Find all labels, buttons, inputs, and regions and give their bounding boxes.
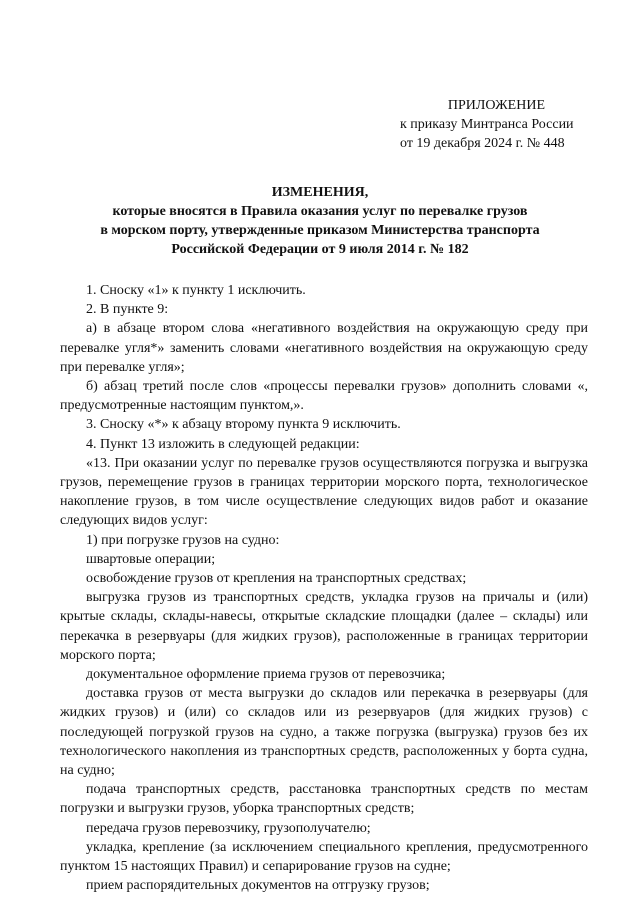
title-subtitle-line-1: которые вносятся в Правила оказания услуг по перевалке грузов	[112, 204, 528, 219]
body-paragraph: выгрузка грузов из транспортных средств, укладка грузов на причалы и (или) крытые склады, склады-навесы, открытые складские площадки (далее – склады) или перекачка в резервуары (для жидких грузов), расположенные в границах территории морского порта;	[60, 590, 588, 663]
body-paragraph: укладка, крепление (за исключением специального крепления, предусмотренного пунктом 15 настоящих Правил) и сепарирование грузов на судне;	[60, 839, 588, 875]
title-heading: ИЗМЕНЕНИЯ,	[271, 185, 369, 200]
appendix-date-line: от 19 декабря 2024 г. № 448	[400, 136, 565, 151]
body-paragraph: 3. Сноску «*» к абзацу второму пункта 9 исключить.	[86, 417, 401, 433]
body-paragraph: документальное оформление приема грузов от перевозчика;	[86, 667, 446, 683]
body-paragraph: швартовые операции;	[86, 551, 216, 567]
body-paragraph: доставка грузов от места выгрузки до складов или перекачка в резервуары (для жидких грузов) и (или) со складов или из резервуаров (для жидких грузов) с последующей погрузкой грузов на судно, а также погрузка (выгрузка) грузов без их технологического накопления из транспортных средств, расположенных у борта судна, на судно;	[60, 686, 588, 779]
body-paragraph: 2. В пункте 9:	[86, 302, 169, 318]
body-paragraph: 1. Сноску «1» к пункту 1 исключить.	[86, 283, 306, 298]
appendix-label: ПРИЛОЖЕНИЕ	[447, 98, 545, 113]
document-title	[60, 183, 580, 259]
body-paragraph: освобождение грузов от крепления на транспортных средствах;	[86, 571, 467, 587]
body-paragraph: 4. Пункт 13 изложить в следующей редакции:	[86, 436, 360, 452]
title-subtitle-line-2: в морском порту, утвержденные приказом Министерства транспорта	[100, 223, 540, 238]
title-subtitle-line-3: Российской Федерации от 9 июля 2014 г. № 182	[171, 242, 469, 257]
body-paragraph: подача транспортных средств, расстановка транспортных средств по местам погрузки и выгрузки грузов, уборка транспортных средств;	[60, 782, 588, 817]
body-paragraph: 1) при погрузке грузов на судно:	[86, 532, 280, 548]
body-paragraph: б) абзац третий после слов «процессы перевалки грузов» дополнить словами «, предусмотренные настоящим пунктом,».	[60, 379, 588, 414]
appendix-header	[400, 96, 600, 153]
body-paragraph: «13. При оказании услуг по перевалке грузов осуществляются погрузка и выгрузка грузов, перемещение грузов в границах территории морского порта, технологическое накопление грузов, в том числе осуществление следующих видов работ и оказание следующих видов услуг:	[60, 455, 588, 529]
appendix-order-line: к приказу Минтранса России	[400, 117, 574, 132]
document-body	[60, 281, 588, 896]
body-paragraph: а) в абзаце втором слова «негативного воздействия на окружающую среду при перевалке угля*» заменить словами «негативного воздействия на окружающую среду при перевалке угля»;	[60, 321, 588, 375]
body-paragraph: прием распорядительных документов на отгрузку грузов;	[86, 878, 430, 894]
body-paragraph: передача грузов перевозчику, грузополучателю;	[86, 820, 371, 836]
